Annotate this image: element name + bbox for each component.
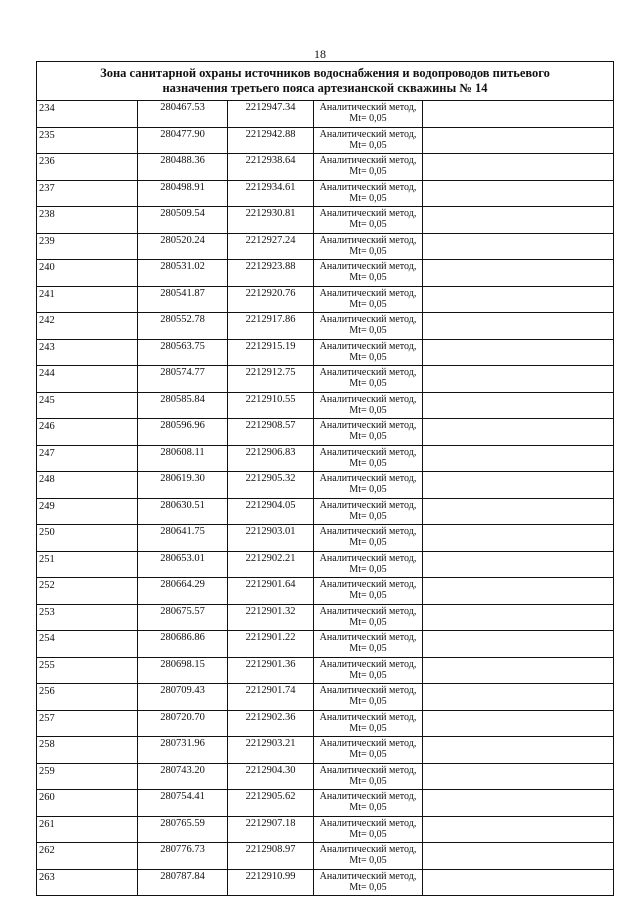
- empty-cell: [423, 339, 614, 366]
- method-accuracy: Mt= 0,05: [349, 510, 387, 522]
- table-row: [37, 869, 614, 896]
- method-accuracy: Mt= 0,05: [349, 855, 387, 866]
- y-coordinate-cell: 2212938.64: [228, 154, 314, 181]
- point-number-cell: 242: [37, 313, 138, 340]
- method-accuracy: Mt= 0,05: [349, 749, 387, 760]
- point-number-cell: 247: [37, 445, 138, 472]
- y-coordinate-cell: 2212906.83: [228, 445, 314, 472]
- empty-cell: [423, 498, 614, 525]
- empty-cell: [423, 843, 614, 870]
- method-accuracy: Mt= 0,05: [349, 881, 387, 893]
- table-row: [37, 525, 614, 552]
- table-row: [37, 551, 614, 578]
- empty-cell: [423, 472, 614, 499]
- method-label: Аналитический метод,: [319, 685, 417, 696]
- method-accuracy: Mt= 0,05: [349, 643, 387, 654]
- method-accuracy: Mt= 0,05: [349, 219, 387, 230]
- method-accuracy: Mt= 0,05: [349, 457, 387, 469]
- empty-cell: [423, 578, 614, 605]
- table-row: [37, 631, 614, 658]
- point-number-cell: 250: [37, 525, 138, 552]
- x-coordinate-cell: 280720.70: [138, 710, 228, 737]
- x-coordinate-cell: 280787.84: [138, 869, 228, 896]
- empty-cell: [423, 445, 614, 472]
- y-coordinate-cell: 2212905.62: [228, 790, 314, 817]
- x-coordinate-cell: 280608.11: [138, 445, 228, 472]
- method-accuracy: Mt= 0,05: [349, 590, 387, 601]
- table-row: [37, 498, 614, 525]
- empty-cell: [423, 127, 614, 154]
- method-cell: [314, 366, 423, 393]
- y-coordinate-cell: 2212902.36: [228, 710, 314, 737]
- point-number-cell: 253: [37, 604, 138, 631]
- point-number-cell: 260: [37, 790, 138, 817]
- method-label: Аналитический метод,: [319, 234, 417, 246]
- empty-cell: [423, 737, 614, 764]
- empty-cell: [423, 631, 614, 658]
- point-number-cell: 256: [37, 684, 138, 711]
- y-coordinate-cell: 2212903.01: [228, 525, 314, 552]
- point-number-cell: 244: [37, 366, 138, 393]
- method-label: Аналитический метод,: [319, 446, 417, 458]
- table-row: [37, 578, 614, 605]
- method-accuracy: Mt= 0,05: [349, 802, 387, 813]
- y-coordinate-cell: 2212907.18: [228, 816, 314, 843]
- empty-cell: [423, 763, 614, 790]
- x-coordinate-cell: 280520.24: [138, 233, 228, 260]
- method-cell: [314, 604, 423, 631]
- x-coordinate-cell: 280563.75: [138, 339, 228, 366]
- method-accuracy: Mt= 0,05: [349, 351, 387, 363]
- x-coordinate-cell: 280664.29: [138, 578, 228, 605]
- table-row: [37, 472, 614, 499]
- method-cell: [314, 101, 423, 128]
- method-accuracy: Mt= 0,05: [349, 325, 387, 336]
- y-coordinate-cell: 2212934.61: [228, 180, 314, 207]
- table-row: [37, 233, 614, 260]
- method-label: Аналитический метод,: [319, 287, 417, 299]
- y-coordinate-cell: 2212901.22: [228, 631, 314, 658]
- method-cell: [314, 578, 423, 605]
- empty-cell: [423, 551, 614, 578]
- point-number-cell: 245: [37, 392, 138, 419]
- table-row: [37, 260, 614, 287]
- point-number-cell: 236: [37, 154, 138, 181]
- x-coordinate-cell: 280574.77: [138, 366, 228, 393]
- table-row: [37, 604, 614, 631]
- table-row: [37, 207, 614, 234]
- method-cell: [314, 816, 423, 843]
- method-label: Аналитический метод,: [319, 420, 417, 431]
- y-coordinate-cell: 2212910.99: [228, 869, 314, 896]
- method-cell: [314, 684, 423, 711]
- y-coordinate-cell: 2212904.05: [228, 498, 314, 525]
- method-label: Аналитический метод,: [319, 208, 417, 219]
- method-label: Аналитический метод,: [319, 632, 417, 643]
- method-accuracy: Mt= 0,05: [349, 378, 387, 389]
- method-label: Аналитический метод,: [319, 393, 417, 405]
- method-cell: [314, 339, 423, 366]
- empty-cell: [423, 233, 614, 260]
- method-cell: [314, 869, 423, 896]
- y-coordinate-cell: 2212901.64: [228, 578, 314, 605]
- point-number-cell: 235: [37, 127, 138, 154]
- empty-cell: [423, 313, 614, 340]
- table-row: [37, 419, 614, 446]
- method-cell: [314, 657, 423, 684]
- point-number-cell: 251: [37, 551, 138, 578]
- method-accuracy: Mt= 0,05: [349, 404, 387, 416]
- table-row: [37, 763, 614, 790]
- x-coordinate-cell: 280686.86: [138, 631, 228, 658]
- y-coordinate-cell: 2212910.55: [228, 392, 314, 419]
- method-label: Аналитический метод,: [319, 552, 417, 564]
- x-coordinate-cell: 280743.20: [138, 763, 228, 790]
- table-row: [37, 286, 614, 313]
- method-label: Аналитический метод,: [319, 764, 417, 776]
- empty-cell: [423, 207, 614, 234]
- method-cell: [314, 392, 423, 419]
- method-accuracy: Mt= 0,05: [349, 245, 387, 257]
- method-label: Аналитический метод,: [319, 499, 417, 511]
- y-coordinate-cell: 2212901.74: [228, 684, 314, 711]
- method-cell: [314, 710, 423, 737]
- method-accuracy: Mt= 0,05: [349, 696, 387, 707]
- empty-cell: [423, 816, 614, 843]
- table-title: [37, 62, 614, 101]
- x-coordinate-cell: 280596.96: [138, 419, 228, 446]
- table-row: [37, 737, 614, 764]
- table-row: [37, 816, 614, 843]
- method-accuracy: Mt= 0,05: [349, 139, 387, 151]
- table-row: [37, 180, 614, 207]
- page-number: 18: [314, 47, 326, 61]
- y-coordinate-cell: 2212905.32: [228, 472, 314, 499]
- method-cell: [314, 445, 423, 472]
- point-number-cell: 240: [37, 260, 138, 287]
- empty-cell: [423, 154, 614, 181]
- method-label: Аналитический метод,: [319, 658, 417, 670]
- empty-cell: [423, 657, 614, 684]
- y-coordinate-cell: 2212927.24: [228, 233, 314, 260]
- empty-cell: [423, 419, 614, 446]
- table-row: [37, 445, 614, 472]
- point-number-cell: 238: [37, 207, 138, 234]
- method-accuracy: Mt= 0,05: [349, 537, 387, 548]
- x-coordinate-cell: 280765.59: [138, 816, 228, 843]
- x-coordinate-cell: 280467.53: [138, 101, 228, 128]
- method-cell: [314, 286, 423, 313]
- y-coordinate-cell: 2212915.19: [228, 339, 314, 366]
- x-coordinate-cell: 280641.75: [138, 525, 228, 552]
- point-number-cell: 255: [37, 657, 138, 684]
- method-accuracy: Mt= 0,05: [349, 722, 387, 734]
- empty-cell: [423, 392, 614, 419]
- point-number-cell: 257: [37, 710, 138, 737]
- point-number-cell: 259: [37, 763, 138, 790]
- y-coordinate-cell: 2212901.32: [228, 604, 314, 631]
- method-label: Аналитический метод,: [319, 791, 417, 802]
- method-accuracy: Mt= 0,05: [349, 563, 387, 575]
- empty-cell: [423, 604, 614, 631]
- empty-cell: [423, 790, 614, 817]
- point-number-cell: 252: [37, 578, 138, 605]
- table-row: [37, 313, 614, 340]
- empty-cell: [423, 101, 614, 128]
- method-label: Аналитический метод,: [319, 181, 417, 193]
- x-coordinate-cell: 280731.96: [138, 737, 228, 764]
- point-number-cell: 246: [37, 419, 138, 446]
- empty-cell: [423, 180, 614, 207]
- method-accuracy: Mt= 0,05: [349, 616, 387, 628]
- x-coordinate-cell: 280653.01: [138, 551, 228, 578]
- x-coordinate-cell: 280585.84: [138, 392, 228, 419]
- method-cell: [314, 260, 423, 287]
- method-accuracy: Mt= 0,05: [349, 775, 387, 787]
- method-label: Аналитический метод,: [319, 605, 417, 617]
- method-cell: [314, 843, 423, 870]
- y-coordinate-cell: 2212912.75: [228, 366, 314, 393]
- method-accuracy: Mt= 0,05: [349, 828, 387, 840]
- table-row: [37, 339, 614, 366]
- method-cell: [314, 631, 423, 658]
- method-label: Аналитический метод,: [319, 261, 417, 272]
- y-coordinate-cell: 2212947.34: [228, 101, 314, 128]
- method-label: Аналитический метод,: [319, 340, 417, 352]
- method-label: Аналитический метод,: [319, 711, 417, 723]
- x-coordinate-cell: 280754.41: [138, 790, 228, 817]
- method-label: Аналитический метод,: [319, 155, 417, 166]
- point-number-cell: 241: [37, 286, 138, 313]
- point-number-cell: 234: [37, 101, 138, 128]
- table-title-line-2: назначения третьего пояса артезианской скважины № 14: [162, 81, 488, 95]
- method-cell: [314, 233, 423, 260]
- y-coordinate-cell: 2212917.86: [228, 313, 314, 340]
- method-accuracy: Mt= 0,05: [349, 431, 387, 442]
- method-cell: [314, 313, 423, 340]
- table-row: [37, 843, 614, 870]
- y-coordinate-cell: 2212903.21: [228, 737, 314, 764]
- table-row: [37, 154, 614, 181]
- y-coordinate-cell: 2212930.81: [228, 207, 314, 234]
- method-accuracy: Mt= 0,05: [349, 166, 387, 177]
- empty-cell: [423, 366, 614, 393]
- point-number-cell: 261: [37, 816, 138, 843]
- method-label: Аналитический метод,: [319, 526, 417, 537]
- y-coordinate-cell: 2212920.76: [228, 286, 314, 313]
- point-number-cell: 237: [37, 180, 138, 207]
- table-title-line-1: Зона санитарной охраны источников водоснабжения и водопроводов питьевого: [100, 66, 550, 80]
- x-coordinate-cell: 280477.90: [138, 127, 228, 154]
- method-label: Аналитический метод,: [319, 870, 417, 882]
- method-cell: [314, 525, 423, 552]
- method-cell: [314, 551, 423, 578]
- x-coordinate-cell: 280488.36: [138, 154, 228, 181]
- point-number-cell: 263: [37, 869, 138, 896]
- method-cell: [314, 419, 423, 446]
- method-accuracy: Mt= 0,05: [349, 298, 387, 310]
- x-coordinate-cell: 280541.87: [138, 286, 228, 313]
- empty-cell: [423, 684, 614, 711]
- table-row: [37, 657, 614, 684]
- method-cell: [314, 472, 423, 499]
- empty-cell: [423, 286, 614, 313]
- x-coordinate-cell: 280531.02: [138, 260, 228, 287]
- point-number-cell: 243: [37, 339, 138, 366]
- point-number-cell: 248: [37, 472, 138, 499]
- method-cell: [314, 207, 423, 234]
- method-cell: [314, 763, 423, 790]
- method-cell: [314, 127, 423, 154]
- x-coordinate-cell: 280630.51: [138, 498, 228, 525]
- x-coordinate-cell: 280709.43: [138, 684, 228, 711]
- point-number-cell: 262: [37, 843, 138, 870]
- x-coordinate-cell: 280509.54: [138, 207, 228, 234]
- method-label: Аналитический метод,: [319, 817, 417, 829]
- method-accuracy: Mt= 0,05: [349, 113, 387, 124]
- method-label: Аналитический метод,: [319, 579, 417, 590]
- method-cell: [314, 498, 423, 525]
- x-coordinate-cell: 280619.30: [138, 472, 228, 499]
- point-number-cell: 239: [37, 233, 138, 260]
- method-label: Аналитический метод,: [319, 102, 417, 113]
- method-accuracy: Mt= 0,05: [349, 192, 387, 204]
- empty-cell: [423, 869, 614, 896]
- method-label: Аналитический метод,: [319, 314, 417, 325]
- table-row: [37, 101, 614, 128]
- table-body: [37, 101, 614, 896]
- table-row: [37, 392, 614, 419]
- x-coordinate-cell: 280498.91: [138, 180, 228, 207]
- method-cell: [314, 790, 423, 817]
- method-cell: [314, 180, 423, 207]
- point-number-cell: 258: [37, 737, 138, 764]
- point-number-cell: 254: [37, 631, 138, 658]
- method-label: Аналитический метод,: [319, 128, 417, 140]
- point-number-cell: 249: [37, 498, 138, 525]
- coordinates-table: [36, 61, 614, 896]
- y-coordinate-cell: 2212908.97: [228, 843, 314, 870]
- method-accuracy: Mt= 0,05: [349, 272, 387, 283]
- y-coordinate-cell: 2212908.57: [228, 419, 314, 446]
- y-coordinate-cell: 2212904.30: [228, 763, 314, 790]
- x-coordinate-cell: 280675.57: [138, 604, 228, 631]
- table-row: [37, 790, 614, 817]
- x-coordinate-cell: 280552.78: [138, 313, 228, 340]
- table-row: [37, 366, 614, 393]
- method-label: Аналитический метод,: [319, 473, 417, 484]
- x-coordinate-cell: 280698.15: [138, 657, 228, 684]
- y-coordinate-cell: 2212901.36: [228, 657, 314, 684]
- table-row: [37, 684, 614, 711]
- x-coordinate-cell: 280776.73: [138, 843, 228, 870]
- method-accuracy: Mt= 0,05: [349, 484, 387, 495]
- y-coordinate-cell: 2212902.21: [228, 551, 314, 578]
- table-row: [37, 710, 614, 737]
- method-label: Аналитический метод,: [319, 367, 417, 378]
- table-row: [37, 127, 614, 154]
- method-cell: [314, 154, 423, 181]
- empty-cell: [423, 710, 614, 737]
- empty-cell: [423, 525, 614, 552]
- empty-cell: [423, 260, 614, 287]
- y-coordinate-cell: 2212923.88: [228, 260, 314, 287]
- method-cell: [314, 737, 423, 764]
- method-label: Аналитический метод,: [319, 738, 417, 749]
- method-label: Аналитический метод,: [319, 844, 417, 855]
- y-coordinate-cell: 2212942.88: [228, 127, 314, 154]
- method-accuracy: Mt= 0,05: [349, 669, 387, 681]
